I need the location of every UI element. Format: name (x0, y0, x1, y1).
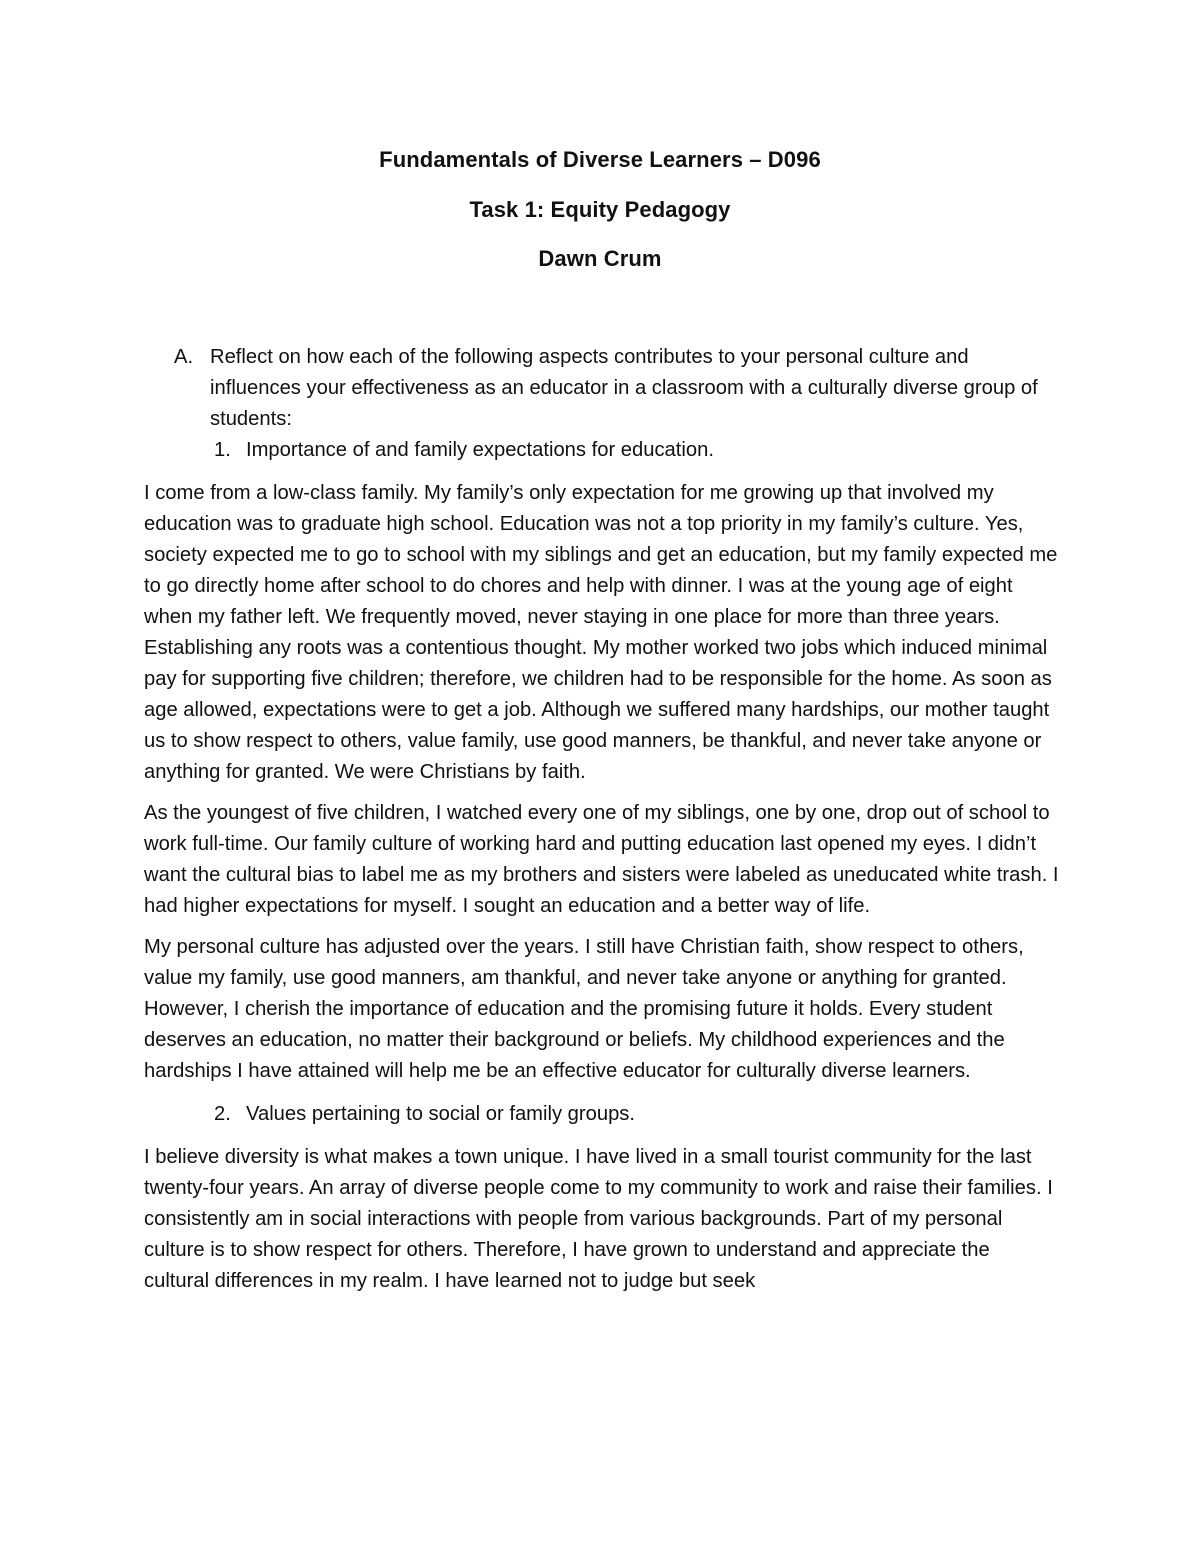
list-item-2-marker: 2. (214, 1103, 231, 1125)
paragraph-1: I come from a low-class family. My family’s only expectation for me growing up that involved my education was to graduate high school. Education was not a top priority in my family’s culture. Yes, society expected me to go to school with my siblings and get an education, but my family expected me to go directly home after school to do chores and help with dinner. I was at the young age of eight when my father left. We frequently moved, never staying in one place for more than three years. Establishing any roots was a contentious thought. My mother worked two jobs which induced minimal pay for supporting five children; therefore, we children had to be responsible for the home. As soon as age allowed, expectations were to get a job. Although we suffered many hardships, our mother taught us to show respect to others, value family, use good manners, be thankful, and never take anyone or anything for granted. We were Christians by faith. (144, 482, 1058, 783)
section-a-marker: A. (174, 346, 194, 368)
paragraph-4: I believe diversity is what makes a town unique. I have lived in a small tourist community for the last twenty-four years. An array of diverse people come to my community to work and raise their families. I consistently am in social interactions with people from various backgrounds. Part of my personal culture is to show respect for others. Therefore, I have grown to understand and appreciate the cultural differences in my realm. I have learned not to judge but seek (144, 1146, 1053, 1292)
section-a-text: Reflect on how each of the following aspects contributes to your personal culture and influences your effectiveness as an educator in a classroom with a culturally diverse group of students: (210, 346, 1038, 430)
section-a-prompt (144, 342, 1060, 435)
list-item-2-text: Values pertaining to social or family groups. (246, 1103, 635, 1125)
document-body (144, 342, 1060, 1297)
list-item-2 (144, 1099, 1060, 1130)
paragraph-3: My personal culture has adjusted over the years. I still have Christian faith, show respect to others, value my family, use good manners, am thankful, and never take anyone or anything for granted. However, I cherish the importance of education and the promising future it holds. Every student deserves an education, no matter their background or beliefs. My childhood experiences and the hardships I have attained will help me be an effective educator for culturally diverse learners. (144, 936, 1024, 1082)
paragraph-2: As the youngest of five children, I watched every one of my siblings, one by one, drop out of school to work full-time. Our family culture of working hard and putting education last opened my eyes. I didn’t want the cultural bias to label me as my brothers and sisters were labeled as uneducated white trash. I had higher expectations for myself. I sought an education and a better way of life. (144, 802, 1059, 917)
list-item-1-marker: 1. (214, 439, 231, 461)
author-name: Dawn Crum (538, 246, 662, 271)
task-heading: Task 1: Equity Pedagogy (469, 197, 731, 222)
list-item-1-text: Importance of and family expectations for education. (246, 439, 714, 461)
list-item-1 (144, 435, 1060, 466)
document-title: Fundamentals of Diverse Learners – D096 (379, 147, 821, 172)
